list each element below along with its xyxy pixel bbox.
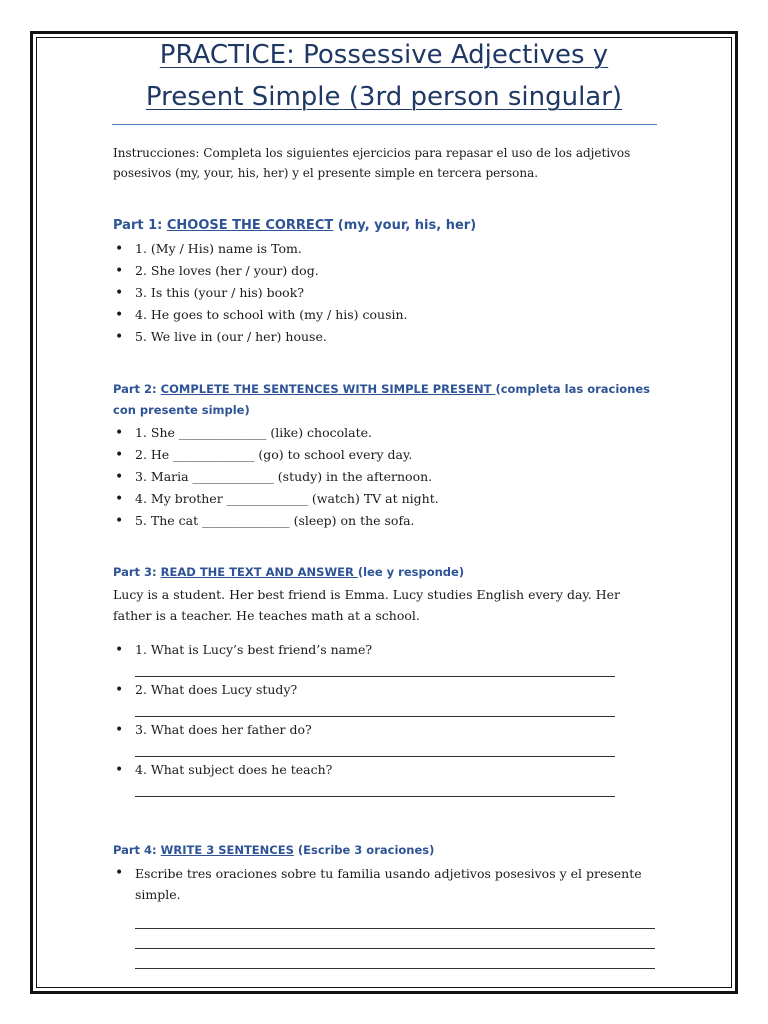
- question-item: • 2. What does Lucy study?: [113, 680, 658, 717]
- answer-line[interactable]: [135, 696, 615, 717]
- list-item: • 2. She loves (her / your) dog.: [113, 260, 658, 282]
- list-item: • 3. Maria _____________ (study) in the afternoon.: [113, 466, 658, 488]
- part4-list: [113, 863, 658, 969]
- writing-line[interactable]: [135, 949, 655, 969]
- list-item: • 5. We live in (our / her) house.: [113, 326, 658, 348]
- answer-line[interactable]: [135, 656, 615, 677]
- list-item: • 4. He goes to school with (my / his) cousin.: [113, 304, 658, 326]
- part2-list: [113, 422, 658, 532]
- list-item: • 1. (My / His) name is Tom.: [113, 238, 658, 260]
- part3-questions: [113, 640, 658, 800]
- list-item: • 1. She ______________ (like) chocolate.: [113, 422, 658, 444]
- list-item: • 3. Is this (your / his) book?: [113, 282, 658, 304]
- question-item: • 1. What is Lucy’s best friend’s name?: [113, 640, 658, 677]
- question-item: • 3. What does her father do?: [113, 720, 658, 757]
- part1-list: [113, 238, 658, 348]
- answer-line[interactable]: [135, 776, 615, 797]
- answer-line[interactable]: [135, 736, 615, 757]
- part1-heading: Part 1: CHOOSE THE CORRECT (my, your, his, her): [113, 218, 477, 233]
- part4-heading: Part 4: WRITE 3 SENTENCES (Escribe 3 oraciones): [113, 843, 435, 857]
- list-item: • Escribe tres oraciones sobre tu familia usando adjetivos posesivos y el presente simple.: [113, 863, 658, 969]
- title-line-1: PRACTICE: Possessive Adjectives y: [159, 40, 609, 70]
- title-divider: [112, 124, 657, 125]
- writing-line[interactable]: [135, 929, 655, 949]
- reading-text: Lucy is a student. Her best friend is Emma. Lucy studies English every day. Her father is a teacher. He teaches math at a school.: [113, 587, 621, 623]
- question-item: • 4. What subject does he teach?: [113, 760, 658, 797]
- list-item: • 4. My brother _____________ (watch) TV at night.: [113, 488, 658, 510]
- writing-line[interactable]: [135, 909, 655, 929]
- instructions: Instrucciones: Completa los siguientes ejercicios para repasar el uso de los adjetivos posesivos (my, your, his, her) y el presente simple en tercera persona.: [113, 146, 631, 180]
- list-item: • 5. The cat ______________ (sleep) on the sofa.: [113, 510, 658, 532]
- title-line-2: Present Simple (3rd person singular): [145, 82, 623, 112]
- part2-heading: Part 2: COMPLETE THE SENTENCES WITH SIMPLE PRESENT (completa las oraciones con presente simple): [113, 382, 651, 417]
- list-item: • 2. He _____________ (go) to school every day.: [113, 444, 658, 466]
- part3-heading: Part 3: READ THE TEXT AND ANSWER (lee y responde): [113, 565, 465, 579]
